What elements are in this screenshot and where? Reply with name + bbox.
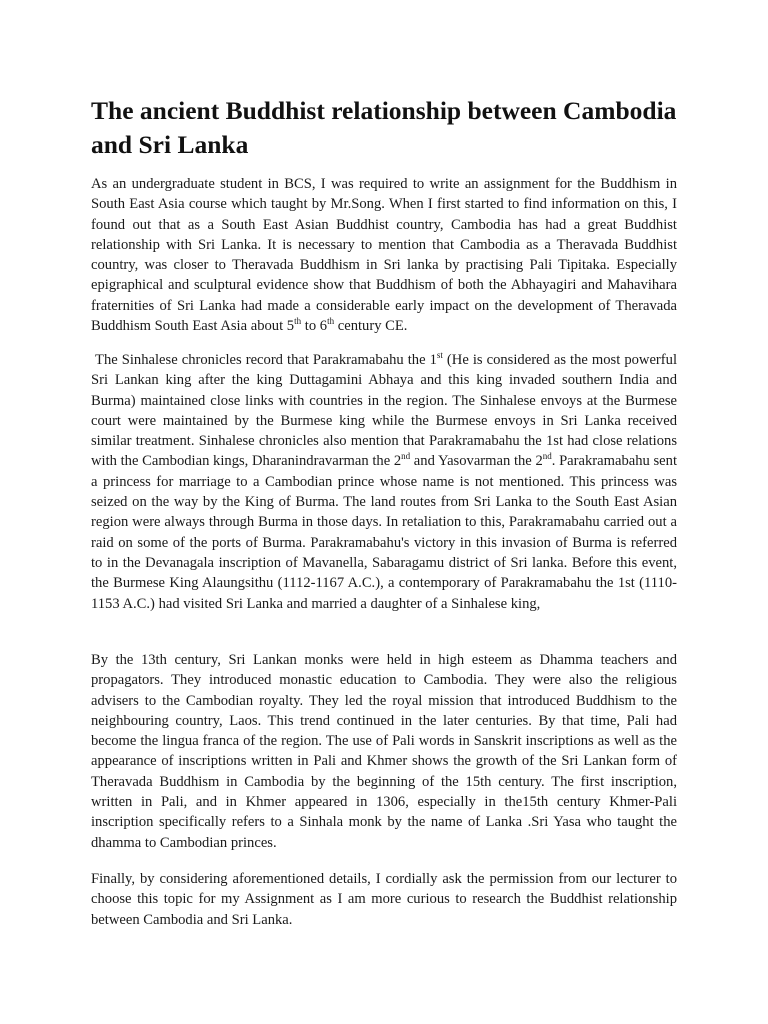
paragraph-text: The Sinhalese chronicles record that Parakramabahu the 1 — [95, 352, 437, 368]
superscript: th — [294, 316, 302, 327]
superscript: st — [436, 350, 443, 361]
paragraph-text: and Yasovarman the 2 — [410, 453, 543, 470]
title-block — [91, 94, 677, 162]
paragraph-text: to 6 — [301, 318, 328, 335]
paragraph-13th-century: By the 13th century, Sri Lankan monks were held in high esteem as Dhamma teachers and propagators. They introduced monastic education to Cambodia. They were also the religious advisers to the Cambodian royalty. They led the royal mission that introduced Buddhism to the neighbouring country, Laos. This trend continued in the later centuries. By that time, Pali had become the lingua franca of the region. The use of Pali words in Sanskrit inscriptions as well as the appearance of inscriptions written in Pali and Khmer shows the growth of the Sri Lankan form of Theravada Buddhism in Cambodia by the beginning of the 15th century. The first inscription, written in Pali, and in Khmer appeared in 1306, especially in the15th century Khmer-Pali inscription specifically refers to a Sinhala monk by the name of Lanka .Sri Yasa who taught the dhamma to Cambodian princes. — [91, 652, 677, 851]
paragraph-introduction — [91, 174, 677, 336]
superscript: nd — [542, 451, 552, 462]
paragraph-text: (He is considered as the most powerful Sri Lankan king after the king Duttagamini Abhaya and this king invaded southern India and Burma) maintained close links with countries in the region. The Sinhalese envoys at the Burmese court were maintained by the Burmese king while the Burmese envoys in Sri Lanka received similar treatment. Sinhalese chronicles also mention that Parakramabahu the 1st had close relations with the Cambodian kings, Dharanindravarman the 2 — [91, 352, 677, 470]
document-title: The ancient Buddhist relationship between Cambodia and Sri Lanka — [91, 96, 677, 159]
superscript: th — [327, 316, 335, 327]
paragraph-text: century CE. — [334, 318, 408, 335]
paragraph-text: As an undergraduate student in BCS, I was required to write an assignment for the Buddhism in South East Asia course which taught by Mr.Song. When I first started to find information on this, I found out that as a South East Asian Buddhist country, Cambodia has had a great Buddhist relationship with Sri Lanka. It is necessary to mention that Cambodia as a Theravada Buddhist country, was closer to Theravada Buddhism in Sri lanka by practising Pali Tipitaka. Especially epigraphical and sculptural evidence show that Buddhism of both the Abhayagiri and Mahavihara fraternities of Sri Lanka had made a considerable early impact on the development of Theravada Buddhism South East Asia about 5 — [91, 176, 677, 335]
paragraph-sinhalese-chronicles — [91, 350, 677, 614]
paragraph-conclusion: Finally, by considering aforementioned details, I cordially ask the permission from our lecturer to choose this topic for my Assignment as I am more curious to research the Buddhist relationship between Cambodia and Sri Lanka. — [91, 871, 677, 928]
paragraph-text: . Parakramabahu sent a princess for marriage to a Cambodian prince whose name is not mentioned. This princess was seized on the way by the King of Burma. The land routes from Sri Lanka to the South East Asian region were always through Burma in those days. In retaliation to this, Parakramabahu carried out a raid on some of the ports of Burma. Parakramabahu's victory in this invasion of Burma is referred to in the Devanagala inscription of Mavanella, Sabaragamu district of Sri lanka. Before this event, the Burmese King Alaungsithu (1112-1167 A.C.), a contemporary of Parakramabahu the 1st (1110-1153 A.C.) had visited Sri Lanka and married a daughter of a Sinhalese king, — [91, 453, 677, 612]
superscript: nd — [401, 451, 411, 462]
